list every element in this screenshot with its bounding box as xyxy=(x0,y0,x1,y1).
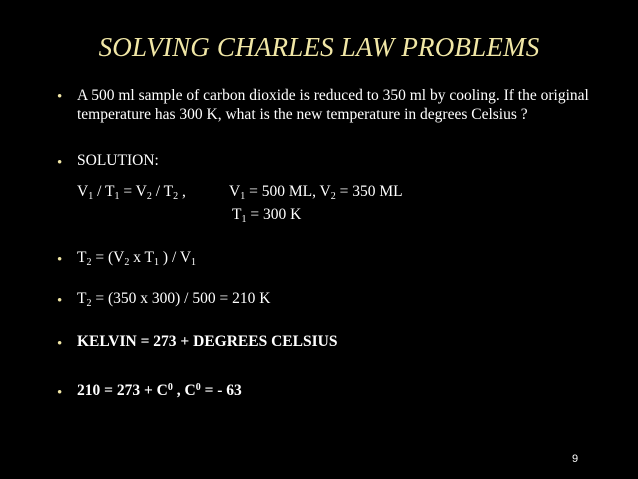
kelvin-rule: KELVIN = 273 + DEGREES CELSIUS xyxy=(77,333,338,350)
t2-formula: $T_2 = (V_2$ x $T_1$ ) / $V_1$ xyxy=(77,249,197,268)
bullet-icon: • xyxy=(57,385,63,401)
bullet-icon: • xyxy=(57,89,63,105)
slide-title: SOLVING CHARLES LAW PROBLEMS xyxy=(98,32,540,62)
t2-calculation: $T_2 = (350$ x 300) / 500 = 210 K xyxy=(77,290,271,309)
bullet-icon: • xyxy=(57,293,63,309)
page-number: 9 xyxy=(572,453,579,465)
solution-label: SOLUTION: xyxy=(77,152,159,169)
final-answer: $210 = 273 + C^0$ , $C^0$ = - 63 xyxy=(77,382,242,399)
bullet-icon: • xyxy=(57,155,63,171)
bullet-icon: • xyxy=(57,336,63,352)
given-values: $V_1 = 500$ ML, $V_2 = 350$ ML xyxy=(229,183,403,202)
given-t1: $T_1 = 300$ K xyxy=(232,206,302,225)
charles-law-equation: $V_1 / T_1 = V_2 / T_2$ , xyxy=(77,183,186,202)
bullet-icon: • xyxy=(57,252,63,268)
problem-statement: A 500 ml sample of carbon dioxide is reduced to 350 ml by cooling. If the original temperature has 300 K, what is the new temperature in degrees Celsius ? xyxy=(77,87,589,123)
